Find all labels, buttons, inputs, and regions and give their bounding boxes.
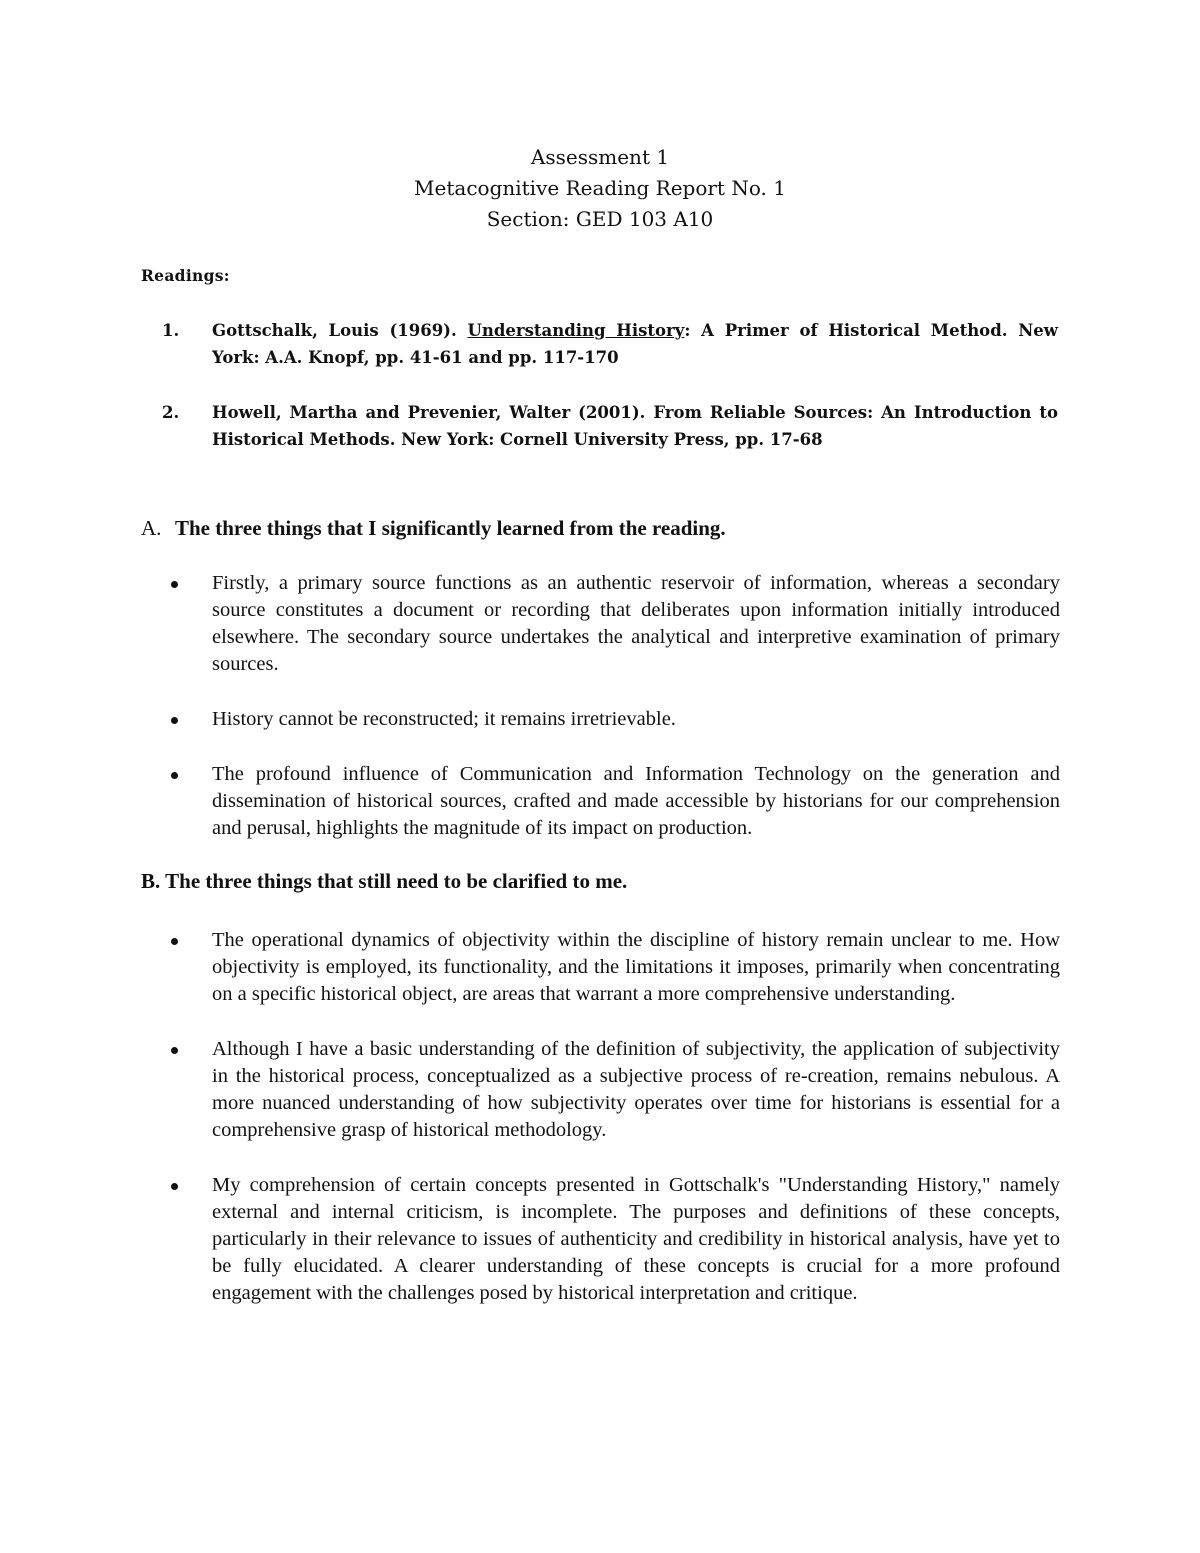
reading-item	[162, 317, 1062, 377]
reading-author: Gottschalk, Louis (1969).	[212, 321, 468, 340]
bullet-text: My comprehension of certain concepts presented in Gottschalk's "Understanding History," namely external and internal criticism, is incomplete. The purposes and definitions of these concepts, particularly in their relevance to issues of authenticity and credibility in historical analysis, have yet to be fully elucidated. A clearer understanding of these concepts is crucial for a more profound engagement with the challenges posed by historical interpretation and critique.	[212, 1174, 1060, 1304]
list-item	[160, 761, 1060, 842]
bullet-text: The operational dynamics of objectivity within the discipline of history remain unclear to me. How objectivity is employed, its functionality, and the limitations it imposes, primarily when concentrating on a specific historical object, are areas that warrant a more comprehensive understanding.	[212, 929, 1060, 1005]
section-a-bullet-list	[160, 570, 1060, 842]
list-item	[160, 1036, 1060, 1144]
reading-number: 1.	[162, 321, 180, 340]
reading-item	[162, 399, 1062, 459]
bullet-dot-icon	[171, 772, 178, 779]
bullet-dot-icon	[171, 1047, 178, 1054]
reading-citation: Howell, Martha and Prevenier, Walter (2001). From Reliable Sources: An Introduction to Historical Methods. New York: Cornell University Press, pp. 17-68	[212, 403, 1058, 449]
header-title: Assessment 1	[530, 145, 670, 169]
bullet-text: History cannot be reconstructed; it remains irretrievable.	[212, 708, 676, 730]
bullet-dot-icon	[171, 1183, 178, 1190]
bullet-text: The profound influence of Communication and Information Technology on the generation and dissemination of historical sources, crafted and made accessible by historians for our comprehension and perusal, highlights the magnitude of its impact on production.	[212, 763, 1060, 839]
list-item	[160, 927, 1060, 1008]
list-item	[160, 1172, 1060, 1307]
header-subtitle: Metacognitive Reading Report No. 1	[414, 176, 786, 200]
readings-label: Readings:	[141, 266, 230, 285]
section-a-letter: A.	[141, 516, 162, 540]
section-a-heading	[141, 516, 726, 541]
reading-citation	[212, 317, 1058, 371]
section-a-heading-text: The three things that I significantly learned from the reading.	[175, 516, 726, 540]
bullet-text: Although I have a basic understanding of the definition of subjectivity, the application of subjectivity in the historical process, conceptualized as a subjective process of re-creation, remains nebulous. A more nuanced understanding of how subjectivity operates over time for historians is essential for a comprehensive grasp of historical methodology.	[212, 1038, 1060, 1141]
bullet-text: Firstly, a primary source functions as an authentic reservoir of information, whereas a secondary source constitutes a document or recording that deliberates upon information initially introduced elsewhere. The secondary source undertakes the analytical and interpretive examination of primary sources.	[212, 572, 1060, 675]
list-item	[160, 570, 1060, 678]
section-b-heading: B. The three things that still need to be clarified to me.	[141, 869, 628, 893]
bullet-dot-icon	[171, 717, 178, 724]
bullet-dot-icon	[171, 581, 178, 588]
reading-details: : A Primer of Historical Method. New York: A.A. Knopf, pp. 41-61 and pp. 117-170	[212, 321, 1058, 367]
reading-number: 2.	[162, 403, 180, 422]
document-header	[0, 142, 1200, 235]
reading-title: Understanding History	[467, 321, 685, 340]
section-b-bullet-list	[160, 927, 1060, 1307]
bullet-dot-icon	[171, 938, 178, 945]
header-section: Section: GED 103 A10	[486, 207, 714, 231]
list-item	[160, 706, 1060, 733]
